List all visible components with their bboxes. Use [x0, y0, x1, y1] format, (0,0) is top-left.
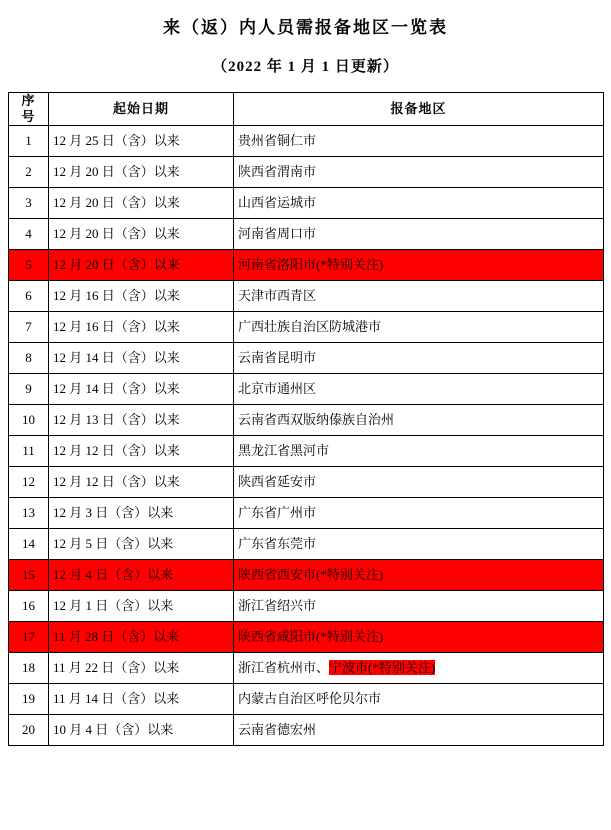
cell-serial-number: 11: [9, 436, 49, 467]
cell-report-area: [234, 529, 604, 560]
table-row: [9, 591, 604, 622]
cell-report-area: [234, 653, 604, 684]
cell-start-date: 12 月 4 日（含）以来: [49, 560, 234, 591]
cell-report-area: [234, 405, 604, 436]
table-body: [9, 126, 604, 746]
table-row: [9, 715, 604, 746]
cell-start-date: 12 月 16 日（含）以来: [49, 312, 234, 343]
area-text: 天津市西青区: [238, 288, 317, 303]
page-title: 来（返）内人员需报备地区一览表: [163, 18, 448, 37]
area-text: 北京市通州区: [238, 381, 317, 396]
area-text: 陕西省渭南市: [238, 164, 317, 179]
area-text: 黑龙江省黑河市: [238, 443, 330, 458]
cell-start-date: 12 月 25 日（含）以来: [49, 126, 234, 157]
cell-serial-number: 16: [9, 591, 49, 622]
cell-report-area: [234, 684, 604, 715]
cell-serial-number: 19: [9, 684, 49, 715]
table-row: [9, 343, 604, 374]
table-row: [9, 250, 604, 281]
cell-report-area: [234, 591, 604, 622]
area-text: 云南省德宏州: [238, 722, 317, 737]
area-text: 广东省东莞市: [238, 536, 317, 551]
table-row: [9, 467, 604, 498]
cell-serial-number: 6: [9, 281, 49, 312]
cell-start-date: 12 月 20 日（含）以来: [49, 157, 234, 188]
area-text: 山西省运城市: [238, 195, 317, 210]
cell-report-area: [234, 312, 604, 343]
page-subtitle: （2022 年 1 月 1 日更新）: [212, 59, 399, 75]
table-row: [9, 622, 604, 653]
table-row: [9, 405, 604, 436]
column-header-date: 起始日期: [49, 93, 234, 126]
cell-serial-number: 4: [9, 219, 49, 250]
cell-report-area: [234, 560, 604, 591]
report-table: [8, 92, 604, 746]
cell-report-area: [234, 715, 604, 746]
cell-report-area: [234, 436, 604, 467]
area-text: 广西壮族自治区防城港市: [238, 319, 382, 334]
area-text: 河南省洛阳市(*特别关注): [238, 257, 384, 272]
cell-report-area: [234, 622, 604, 653]
cell-serial-number: 9: [9, 374, 49, 405]
table-row: [9, 436, 604, 467]
area-text: 陕西省西安市(*特别关注): [238, 567, 384, 582]
cell-start-date: 12 月 3 日（含）以来: [49, 498, 234, 529]
column-header-no: 序 号: [9, 93, 49, 126]
area-text: 内蒙古自治区呼伦贝尔市: [238, 691, 382, 706]
cell-serial-number: 18: [9, 653, 49, 684]
cell-report-area: [234, 219, 604, 250]
cell-serial-number: 14: [9, 529, 49, 560]
cell-start-date: 12 月 1 日（含）以来: [49, 591, 234, 622]
cell-start-date: 12 月 12 日（含）以来: [49, 436, 234, 467]
table-row: [9, 684, 604, 715]
cell-serial-number: 12: [9, 467, 49, 498]
table-row: [9, 219, 604, 250]
table-row: [9, 498, 604, 529]
cell-start-date: 12 月 12 日（含）以来: [49, 467, 234, 498]
area-text: 云南省昆明市: [238, 350, 317, 365]
area-text: 陕西省延安市: [238, 474, 317, 489]
area-text: 浙江省绍兴市: [238, 598, 317, 613]
cell-serial-number: 10: [9, 405, 49, 436]
cell-start-date: 12 月 20 日（含）以来: [49, 188, 234, 219]
cell-start-date: 11 月 14 日（含）以来: [49, 684, 234, 715]
cell-report-area: [234, 374, 604, 405]
cell-serial-number: 17: [9, 622, 49, 653]
cell-serial-number: 13: [9, 498, 49, 529]
area-text: 陕西省咸阳市(*特别关注): [238, 629, 384, 644]
cell-serial-number: 8: [9, 343, 49, 374]
cell-report-area: [234, 188, 604, 219]
table-row: [9, 157, 604, 188]
table-row: [9, 188, 604, 219]
cell-start-date: 12 月 16 日（含）以来: [49, 281, 234, 312]
cell-serial-number: 20: [9, 715, 49, 746]
cell-report-area: [234, 343, 604, 374]
cell-start-date: 11 月 28 日（含）以来: [49, 622, 234, 653]
cell-start-date: 11 月 22 日（含）以来: [49, 653, 234, 684]
column-header-area: 报备地区: [234, 93, 604, 126]
table-header: [9, 93, 604, 126]
cell-start-date: 12 月 13 日（含）以来: [49, 405, 234, 436]
cell-serial-number: 3: [9, 188, 49, 219]
cell-report-area: [234, 467, 604, 498]
cell-start-date: 12 月 14 日（含）以来: [49, 374, 234, 405]
cell-start-date: 12 月 20 日（含）以来: [49, 250, 234, 281]
cell-start-date: 12 月 20 日（含）以来: [49, 219, 234, 250]
area-text: 河南省周口市: [238, 226, 317, 241]
cell-report-area: [234, 281, 604, 312]
cell-report-area: [234, 498, 604, 529]
cell-serial-number: 7: [9, 312, 49, 343]
cell-start-date: 12 月 14 日（含）以来: [49, 343, 234, 374]
area-highlight-text: 宁波市(*特别关注): [329, 660, 436, 675]
table-row: [9, 281, 604, 312]
cell-serial-number: 2: [9, 157, 49, 188]
cell-report-area: [234, 126, 604, 157]
table-header-row: [9, 93, 604, 126]
table-row: [9, 529, 604, 560]
area-text: 贵州省铜仁市: [238, 133, 317, 148]
table-row: [9, 653, 604, 684]
area-text: 浙江省杭州市、: [238, 660, 330, 675]
cell-report-area: [234, 157, 604, 188]
area-text: 广东省广州市: [238, 505, 317, 520]
table-row: [9, 560, 604, 591]
cell-serial-number: 5: [9, 250, 49, 281]
table-row: [9, 374, 604, 405]
table-row: [9, 312, 604, 343]
area-text: 云南省西双版纳傣族自治州: [238, 412, 395, 427]
cell-start-date: 12 月 5 日（含）以来: [49, 529, 234, 560]
cell-report-area: [234, 250, 604, 281]
cell-start-date: 10 月 4 日（含）以来: [49, 715, 234, 746]
cell-serial-number: 15: [9, 560, 49, 591]
cell-serial-number: 1: [9, 126, 49, 157]
table-row: [9, 126, 604, 157]
